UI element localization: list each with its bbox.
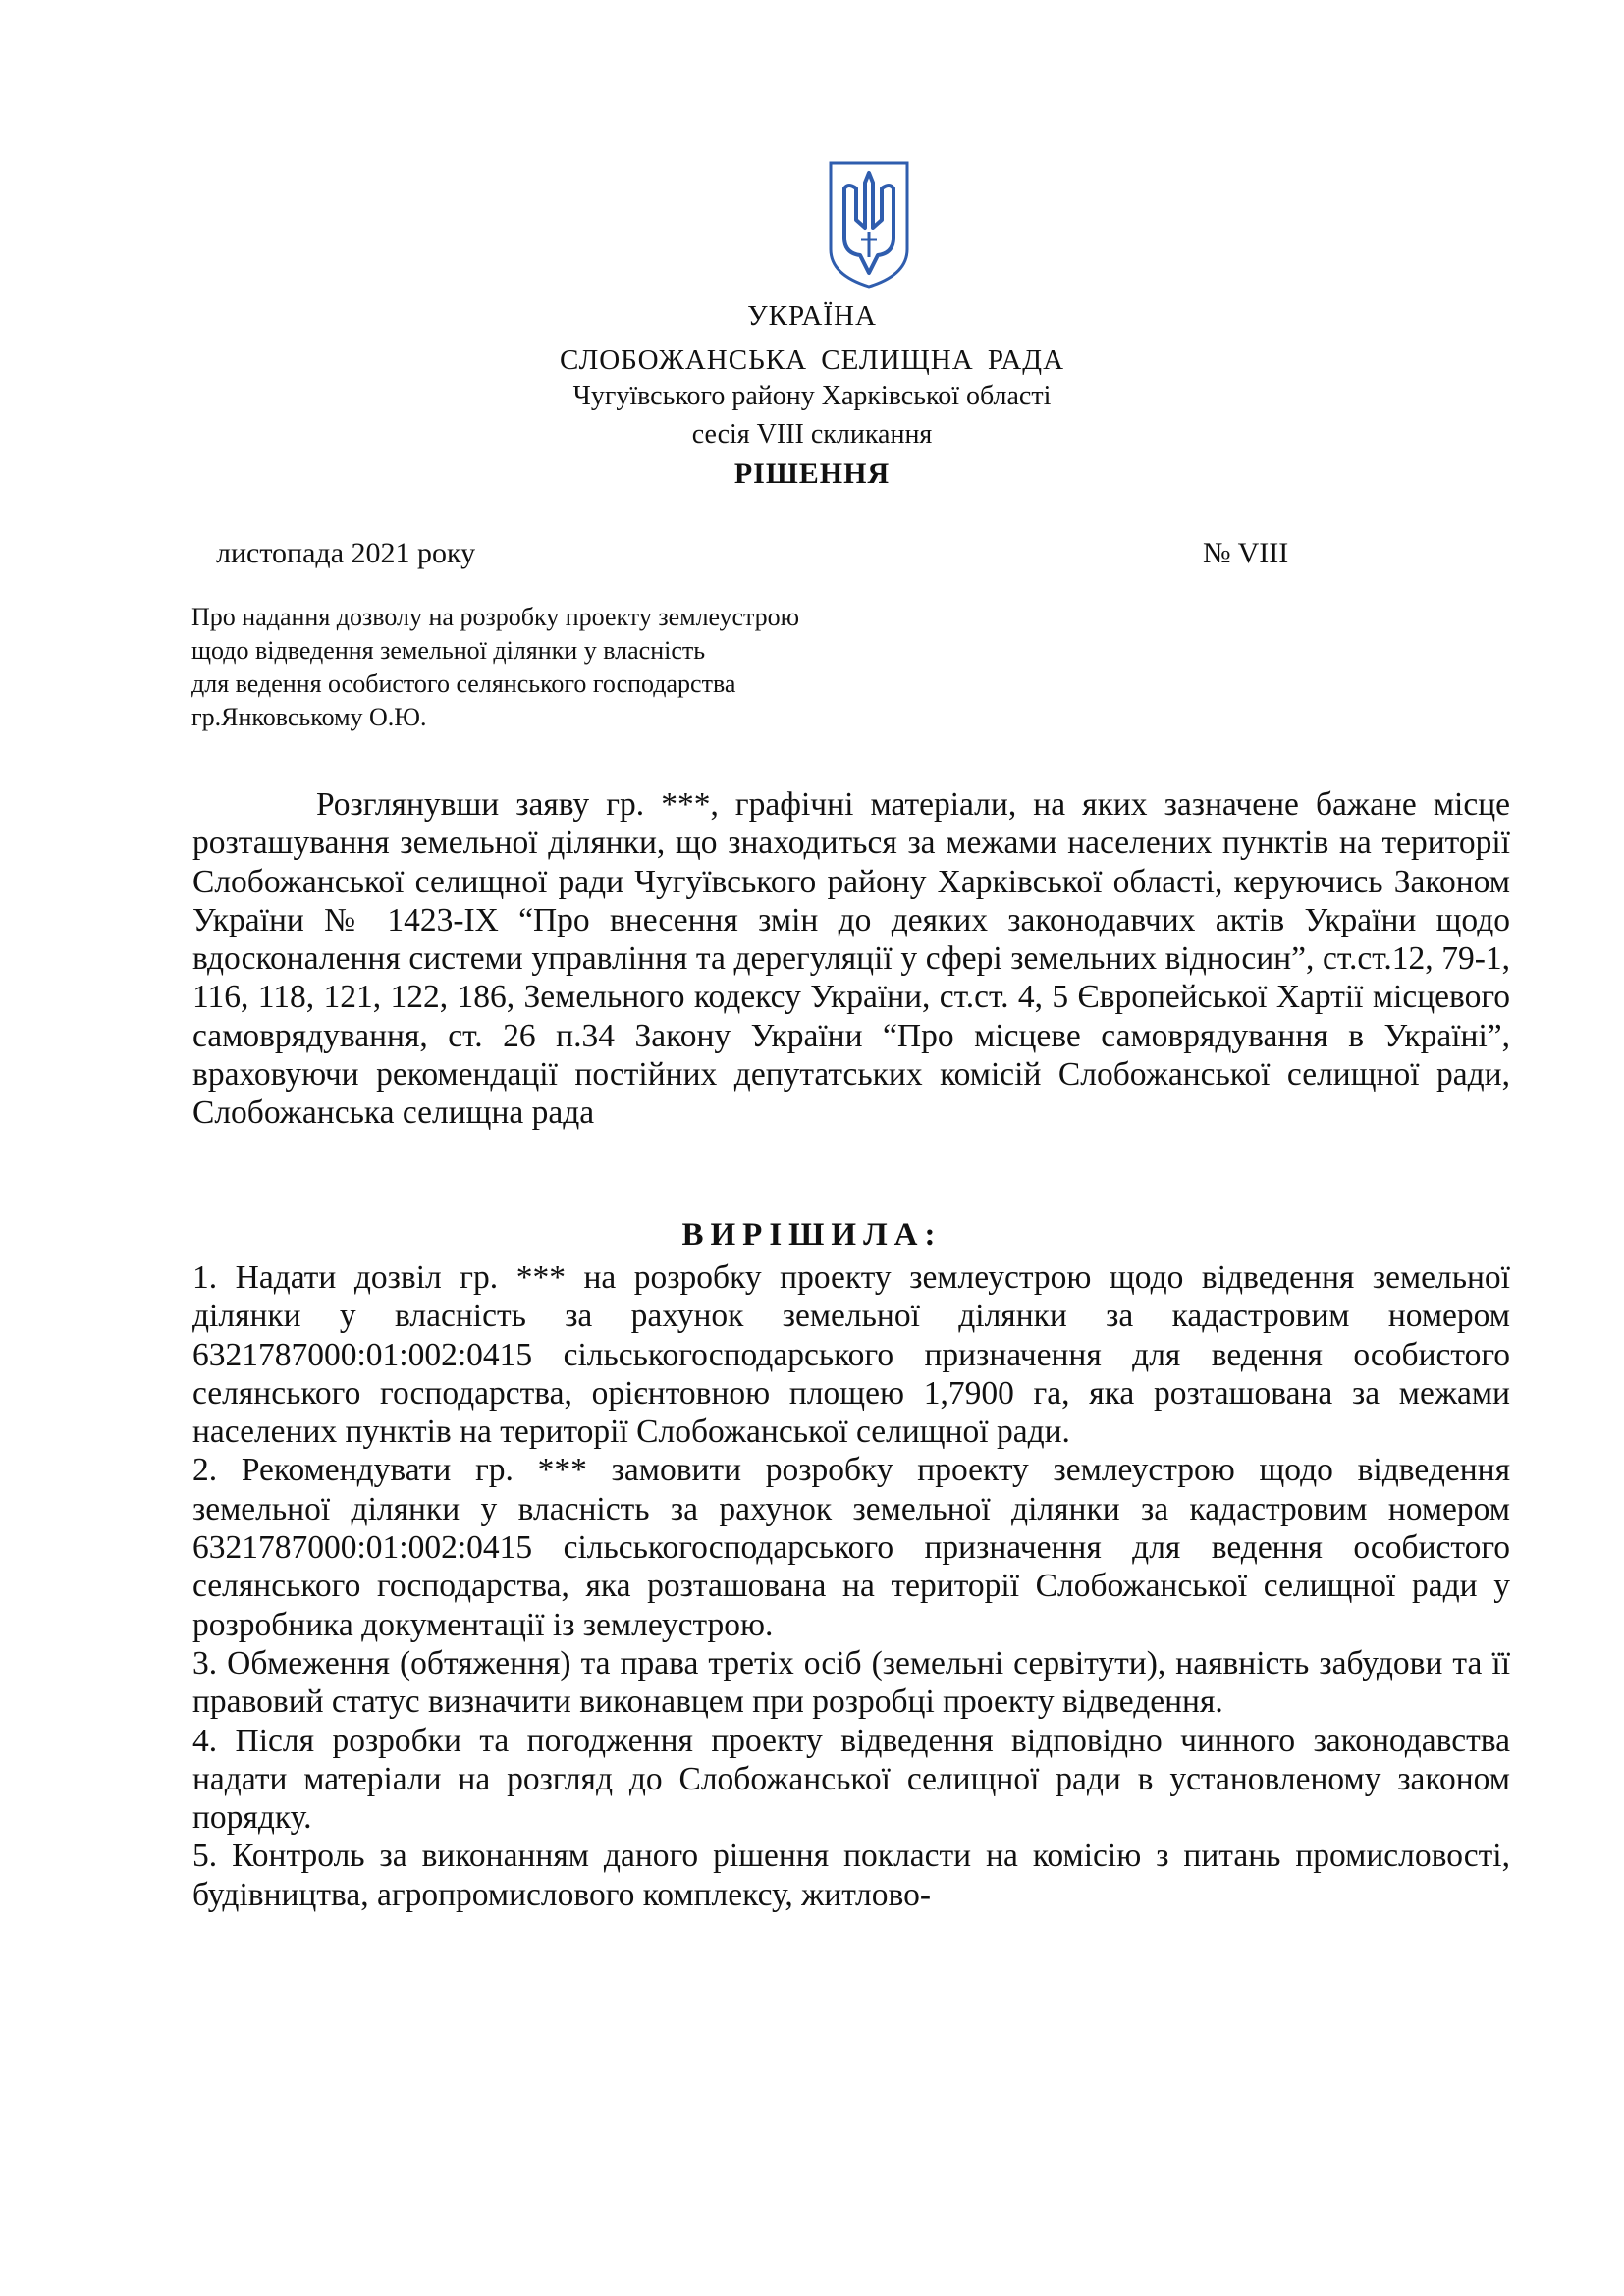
document-type-title: РІШЕННЯ [733, 457, 891, 490]
subject-line: Про надання дозволу на розробку проекту землеустрою [191, 603, 800, 631]
council-name: СЛОБОЖАНСЬКА СЕЛИЩНА РАДА [559, 345, 1065, 376]
decision-subject [191, 601, 799, 734]
session-label: сесія VIII скликання [691, 419, 933, 450]
resolution-items [192, 1258, 1510, 1914]
decision-date: листопада 2021 року [216, 537, 476, 569]
resolution-item: 4. Після розробки та погодження проекту відведення відповідно чинного законодавства надати матеріали на розгляд до Слобожанської селищної ради в установленому законом порядку. [192, 1722, 1510, 1837]
subject-line: для ведення особистого селянського господарства [191, 669, 736, 698]
district-name: Чугуївського району Харківської області [572, 381, 1052, 411]
preamble-paragraph: Розглянувши заяву гр. ***, графічні матеріали, на яких зазначене бажане місце розташування земельної ділянки, що знаходиться за межами населених пунктів на території Слобожанської селищної ради Чугуївського району Харківської області, керуючись Законом України № 1423-IX “Про внесення змін до деяких законодавчих актів України щодо вдосконалення системи управління та дерегуляції у сфері земельних відносин”, ст.ст.12, 79-1, 116, 118, 121, 122, 186, Земельного кодексу України, ст.ст. 4, 5 Європейської Хартії місцевого самоврядування, ст. 26 п.34 Закону України “Про місцеве самоврядування в Україні”, враховуючи рекомендації постійних депутатських комісій Слобожанської селищної ради, Слобожанська селищна рада [192, 786, 1510, 1132]
resolution-item: 1. Надати дозвіл гр. *** на розробку проекту землеустрою щодо відведення земельної ділянки у власність за рахунок земельної ділянки за кадастровим номером 6321787000:01:002:0415 сільськогосподарського призначення для ведення особистого селянського господарства, орієнтовною площею 1,7900 га, яка розташована за межами населених пунктів на території Слобожанської селищної ради. [192, 1259, 1510, 1451]
subject-line: гр.Янковському О.Ю. [191, 703, 427, 731]
subject-line: щодо відведення земельної ділянки у власність [191, 636, 706, 665]
resolution-item: 2. Рекомендувати гр. *** замовити розробку проекту землеустрою щодо відведення земельної ділянки у власність за рахунок земельної ділянки за кадастровим номером 6321787000:01:002:0415 сільськогосподарського призначення для ведення особистого селянського господарства, яка розташована на території Слобожанської селищної ради у розробника документації із землеустрою. [192, 1452, 1510, 1643]
resolution-item: 5. Контроль за виконанням даного рішення покласти на комісію з питань промисловості, будівництва, агропромислового комплексу, житлово- [192, 1838, 1510, 1913]
decision-number: № VIII [1203, 537, 1289, 569]
coat-of-arms-icon [825, 159, 913, 291]
country-name: УКРАЇНА [747, 300, 877, 332]
resolution-item: 3. Обмеження (обтяження) та права третіх осіб (земельні сервітути), наявність забудови та її правовий статус визначити виконавцем при розробці проекту відведення. [192, 1644, 1510, 1721]
resolved-heading: ВИРІШИЛА: [681, 1217, 943, 1253]
